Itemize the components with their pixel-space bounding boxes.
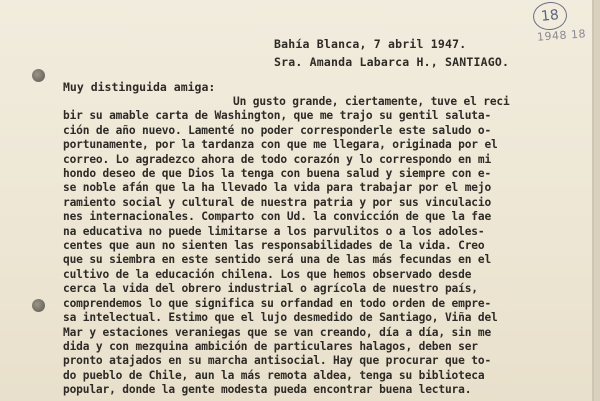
body-line: portunamente, por la tardanza con que me llegara, originada por el — [63, 138, 498, 152]
body-line: nes internacionales. Comparto con Ud. la convicción de que la fae — [63, 210, 492, 224]
body-line: dida y con mezquina ambición de particulares halagos, deben ser — [63, 339, 478, 353]
binder-hole-bottom — [32, 299, 45, 312]
body-line: ramiento social y cultural de nuestra patria y por sus vinculacio — [63, 195, 492, 209]
body-line: ción de año nuevo. Lamenté no poder corresponderle este saludo o- — [63, 123, 492, 137]
body-line: bir su amable carta de Washington, que me trajo su gentil saluta- — [63, 109, 492, 123]
body-line: comprendemos lo que significa su orfandad en todo orden de empre- — [63, 296, 492, 310]
body-line: se noble afán que la ha llevado la vida para trabajar por el mejo — [63, 181, 492, 195]
letter-body — [63, 95, 553, 398]
body-line: hondo deseo de que Dios la tenga con buena salud y siempre con e- — [63, 167, 492, 181]
body-line: centes que aun no sienten las responsabilidades de la vida. Creo — [63, 239, 485, 253]
salutation: Muy distinguida amiga: — [63, 80, 216, 94]
pencil-annotation: 1948 18 — [536, 27, 587, 44]
folio-number: 18 — [532, 0, 569, 31]
body-line: cultivo de la educación chilena. Los que hemos observado desde — [63, 267, 472, 281]
body-line: popular, donde la gente modesta pueda encontrar buena lectura. — [63, 383, 472, 397]
body-line: Un gusto grande, ciertamente, tuve el reci — [233, 95, 510, 108]
body-line: do pueblo de Chile, aun la más remota aldea, tenga su biblioteca — [63, 368, 485, 382]
recipient-line: Sra. Amanda Labarca H., SANTIAGO. — [274, 55, 510, 69]
page-edge — [594, 0, 600, 401]
body-line: correo. Lo agradezco ahora de todo corazón y lo correspondo en mi — [63, 152, 492, 166]
binder-hole-top — [32, 69, 45, 82]
body-line: na educativa no puede limitarse a los parvulitos o a los adoles- — [63, 224, 485, 238]
body-line: pronto atajados en su marcha antisocial. Hay que procurar que to- — [63, 354, 492, 368]
body-line: Mar y estaciones veraniegas que se van creando, día a día, sin me — [63, 325, 492, 339]
body-line: cerca la vida del obrero industrial o agrícola de nuestro país, — [63, 282, 478, 296]
body-line: que su siembra en este sentido será una de las más fecundas en el — [63, 253, 492, 267]
body-line: sa intelectual. Estimo que el lujo desmedido de Santiago, Viña del — [63, 311, 498, 325]
place-date-line: Bahía Blanca, 7 abril 1947. — [274, 37, 467, 51]
